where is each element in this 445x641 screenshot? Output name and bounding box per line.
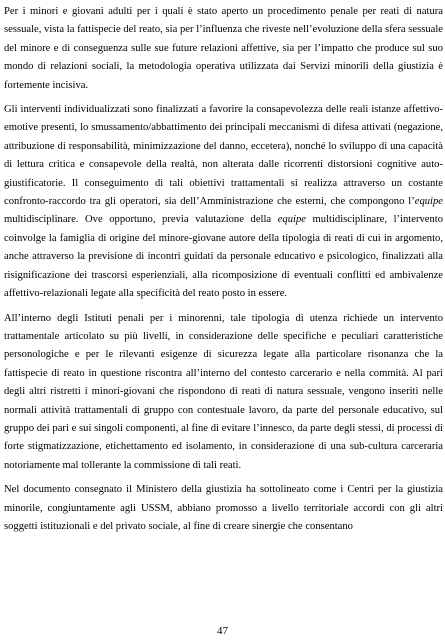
- paragraph-1: [4, 3, 443, 95]
- page-number: 47: [217, 625, 228, 637]
- equipe-term: equipe: [277, 214, 306, 226]
- paragraph-4: [4, 481, 443, 536]
- paragraph-3: [4, 310, 443, 476]
- paragraph-2-text-a: Gli interventi individualizzati sono finalizzati a favorire la consapevolezza delle reali istanze affettivo-emotive presenti, lo smussamento/abbattimento dei principali meccanismi di difesa attivati (negazione, attribuzione di responsabilità, minimizzazione del danno, eccetera), nonché lo sviluppo di una capacità di lettura critica e consapevole della realtà, non alterata dalle ricorrenti distorsioni cognitive auto-giustificatorie. Il conseguimento di tali obiettivi trattamentali si realizza attraverso un costante confronto-raccordo tra gli operatori, sia dell’Amministrazione che esterni, che compongono l’: [4, 104, 443, 208]
- paragraph-2-text-c: multidisciplinare, l’intervento coinvolge la famiglia di origine del minore-giovane autore della tipologia di reati di cui in argomento, anche attraverso la previsione di incontri guidati da personale educativo e psicologico, finalizzati alla risignificazione dei trascorsi esperienziali, alla ricomposizione di eventuali conflitti ed ambivalenze affettivo-relazionali legate alla specificità del reato posto in essere.: [4, 214, 444, 300]
- paragraph-1-text: Per i minori e giovani adulti per i quali è stato aperto un procedimento penale per reati di natura sessuale, vista la fattispecie del reato, sia per l’influenza che riveste nell’evoluzione della sfera sessuale del minore e di conseguenza sulle sue future relazioni affettive, sia per l’impatto che produce sul suo mondo di relazioni sociali, la metodologia operativa utilizzata dai Servizi minorili della giustizia è fortemente incisiva.: [4, 6, 443, 91]
- document-page: [4, 3, 443, 623]
- paragraph-2: [4, 101, 443, 303]
- paragraph-3-text: All’interno degli Istituti penali per i minorenni, tale tipologia di utenza richiede un intervento trattamentale articolato su più livelli, in considerazione delle specifiche e peculiari caratteristiche personologiche e per le rilevanti esigenze di sicurezza legate alla particolare risonanza che la fattispecie di reato in questione riscontra all’interno del contesto carcerario e nella commità. Al pari degli altri ristretti i minori-giovani che rispondono di reati di natura sessuale, vengono inseriti nelle normali attività trattamentali di gruppo con contestuale lavoro, da parte del personale educativo, sul gruppo dei pari e sui singoli componenti, al fine di evitare l’innesco, da parte degli stessi, di processi di forte stigmatizzazione, etichettamento ed isolamento, in considerazione di una sub-cultura carceraria notoriamente mal tollerante la commissione di tali reati.: [4, 312, 443, 471]
- paragraph-2-text-b: multidisciplinare. Ove opportuno, previa valutazione della: [4, 214, 278, 226]
- paragraph-4-text: Nel documento consegnato il Ministero della giustizia ha sottolineato come i Centri per la giustizia minorile, congiuntamente agli USSM, abbiano promosso a livello territoriale accordi con gli altri soggetti istituzionali e del privato sociale, al fine di creare sinergie che consentano: [4, 484, 443, 532]
- equipe-term: equipe: [414, 196, 443, 208]
